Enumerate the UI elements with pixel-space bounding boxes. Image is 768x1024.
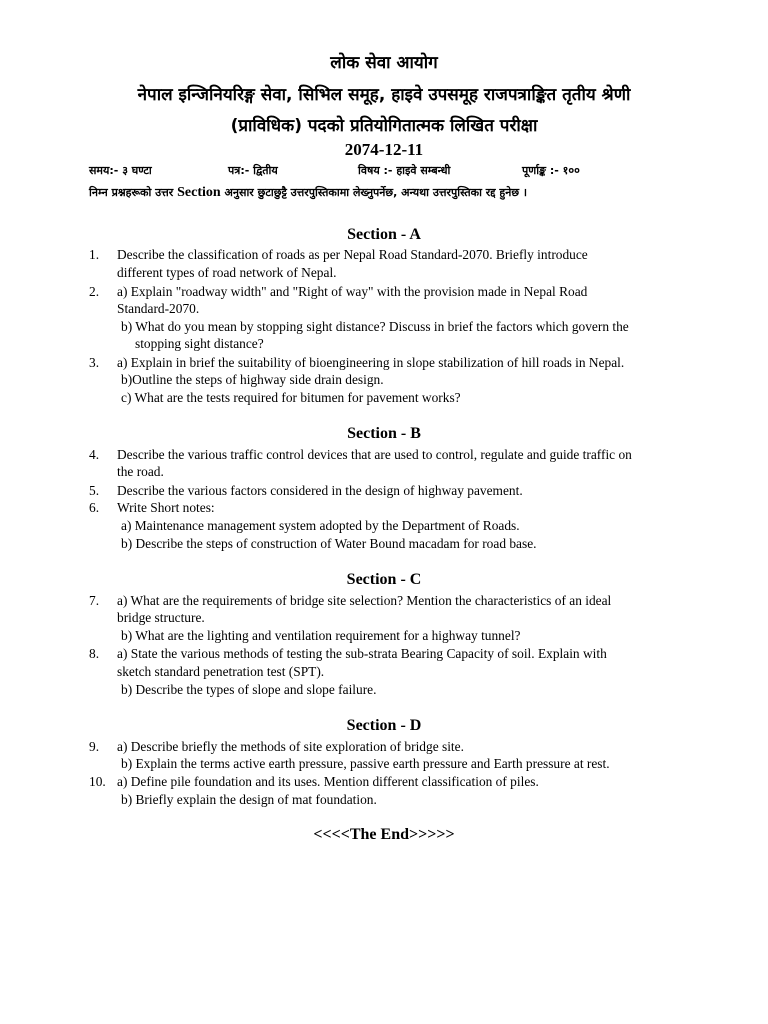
question-number: 4. [89,447,100,462]
instruction-section-word: Section [177,185,221,200]
section-d-heading: Section - D [346,717,422,734]
question-5: Describe the various factors considered in the design of highway pavement. [117,483,523,498]
question-7a-line-1: a) What are the requirements of bridge site selection? Mention the characteristics of an ideal [117,593,612,608]
question-1-line-2: different types of road network of Nepal. [117,265,337,280]
question-6b: b) Describe the steps of construction of Water Bound macadam for road base. [121,536,537,551]
question-4-line-2: the road. [117,464,164,479]
question-number: 1. [89,247,100,262]
exam-subject: विषय :- हाइवे सम्बन्धी [358,164,451,177]
exam-date: 2074-12-11 [344,140,424,159]
commission-title: लोक सेवा आयोग [330,53,438,73]
question-number: 3. [89,355,100,370]
question-2b-line-2: stopping sight distance? [135,336,264,351]
exam-time: समय:- ३ घण्टा [89,164,152,177]
question-2b-line-1: b) What do you mean by stopping sight distance? Discuss in brief the factors which govern the [121,319,629,334]
question-1-line-1: Describe the classification of roads as per Nepal Road Standard-2070. Briefly introduce [117,247,588,262]
question-number: 7. [89,593,100,608]
instruction-post: अनुसार छुटाछुट्टै उत्तरपुस्तिकामा लेख्नुपर्नेछ, अन्यथा उत्तरपुस्तिका रद्द हुनेछ । [220,186,528,199]
question-10a: a) Define pile foundation and its uses. Mention different classification of piles. [117,774,539,789]
question-4-line-1: Describe the various traffic control devices that are used to control, regulate and guide traffic on [117,447,632,462]
question-number: 8. [89,646,100,661]
section-c-heading: Section - C [346,571,422,588]
question-6: Write Short notes: [117,500,215,515]
question-6a: a) Maintenance management system adopted by the Department of Roads. [121,518,520,533]
question-7a-line-2: bridge structure. [117,610,205,625]
question-number: 6. [89,500,100,515]
question-8a-line-1: a) State the various methods of testing the sub-strata Bearing Capacity of soil. Explain with [117,646,607,661]
question-9a: a) Describe briefly the methods of site exploration of bridge site. [117,739,464,754]
question-3b: b)Outline the steps of highway side drain design. [121,372,384,387]
the-end-marker: <<<<The End>>>>> [313,826,455,843]
question-9b: b) Explain the terms active earth pressure, passive earth pressure and Earth pressure at rest. [121,756,610,771]
exam-paper: पत्र:- द्वितीय [228,164,278,177]
exam-full-marks: पूर्णाङ्क :- १०० [522,164,580,177]
question-10b: b) Briefly explain the design of mat foundation. [121,792,377,807]
question-2a-line-1: a) Explain "roadway width" and "Right of way" with the provision made in Nepal Road [117,284,588,299]
question-3a: a) Explain in brief the suitability of bioengineering in slope stabilization of hill roads in Nepal. [117,355,625,370]
question-3c: c) What are the tests required for bitumen for pavement works? [121,390,461,405]
question-number: 5. [89,483,100,498]
exam-instruction [89,185,689,201]
instruction-pre: निम्न प्रश्नहरूको उत्तर [89,186,178,199]
question-8a-line-2: sketch standard penetration test (SPT). [117,664,325,679]
question-number: 10. [89,774,106,789]
question-number: 9. [89,739,100,754]
section-b-heading: Section - B [347,425,421,442]
question-2a-line-2: Standard-2070. [117,301,200,316]
section-a-heading: Section - A [347,226,421,243]
question-8b: b) Describe the types of slope and slope failure. [121,682,377,697]
exam-title: (प्राविधिक) पदको प्रतियोगितात्मक लिखित परीक्षा [230,116,538,136]
question-number: 2. [89,284,100,299]
question-7b: b) What are the lighting and ventilation requirement for a highway tunnel? [121,628,521,643]
service-title: नेपाल इन्जिनियरिङ्ग सेवा, सिभिल समूह, हाइवे उपसमूह राजपत्राङ्कित तृतीय श्रेणी [137,85,631,105]
